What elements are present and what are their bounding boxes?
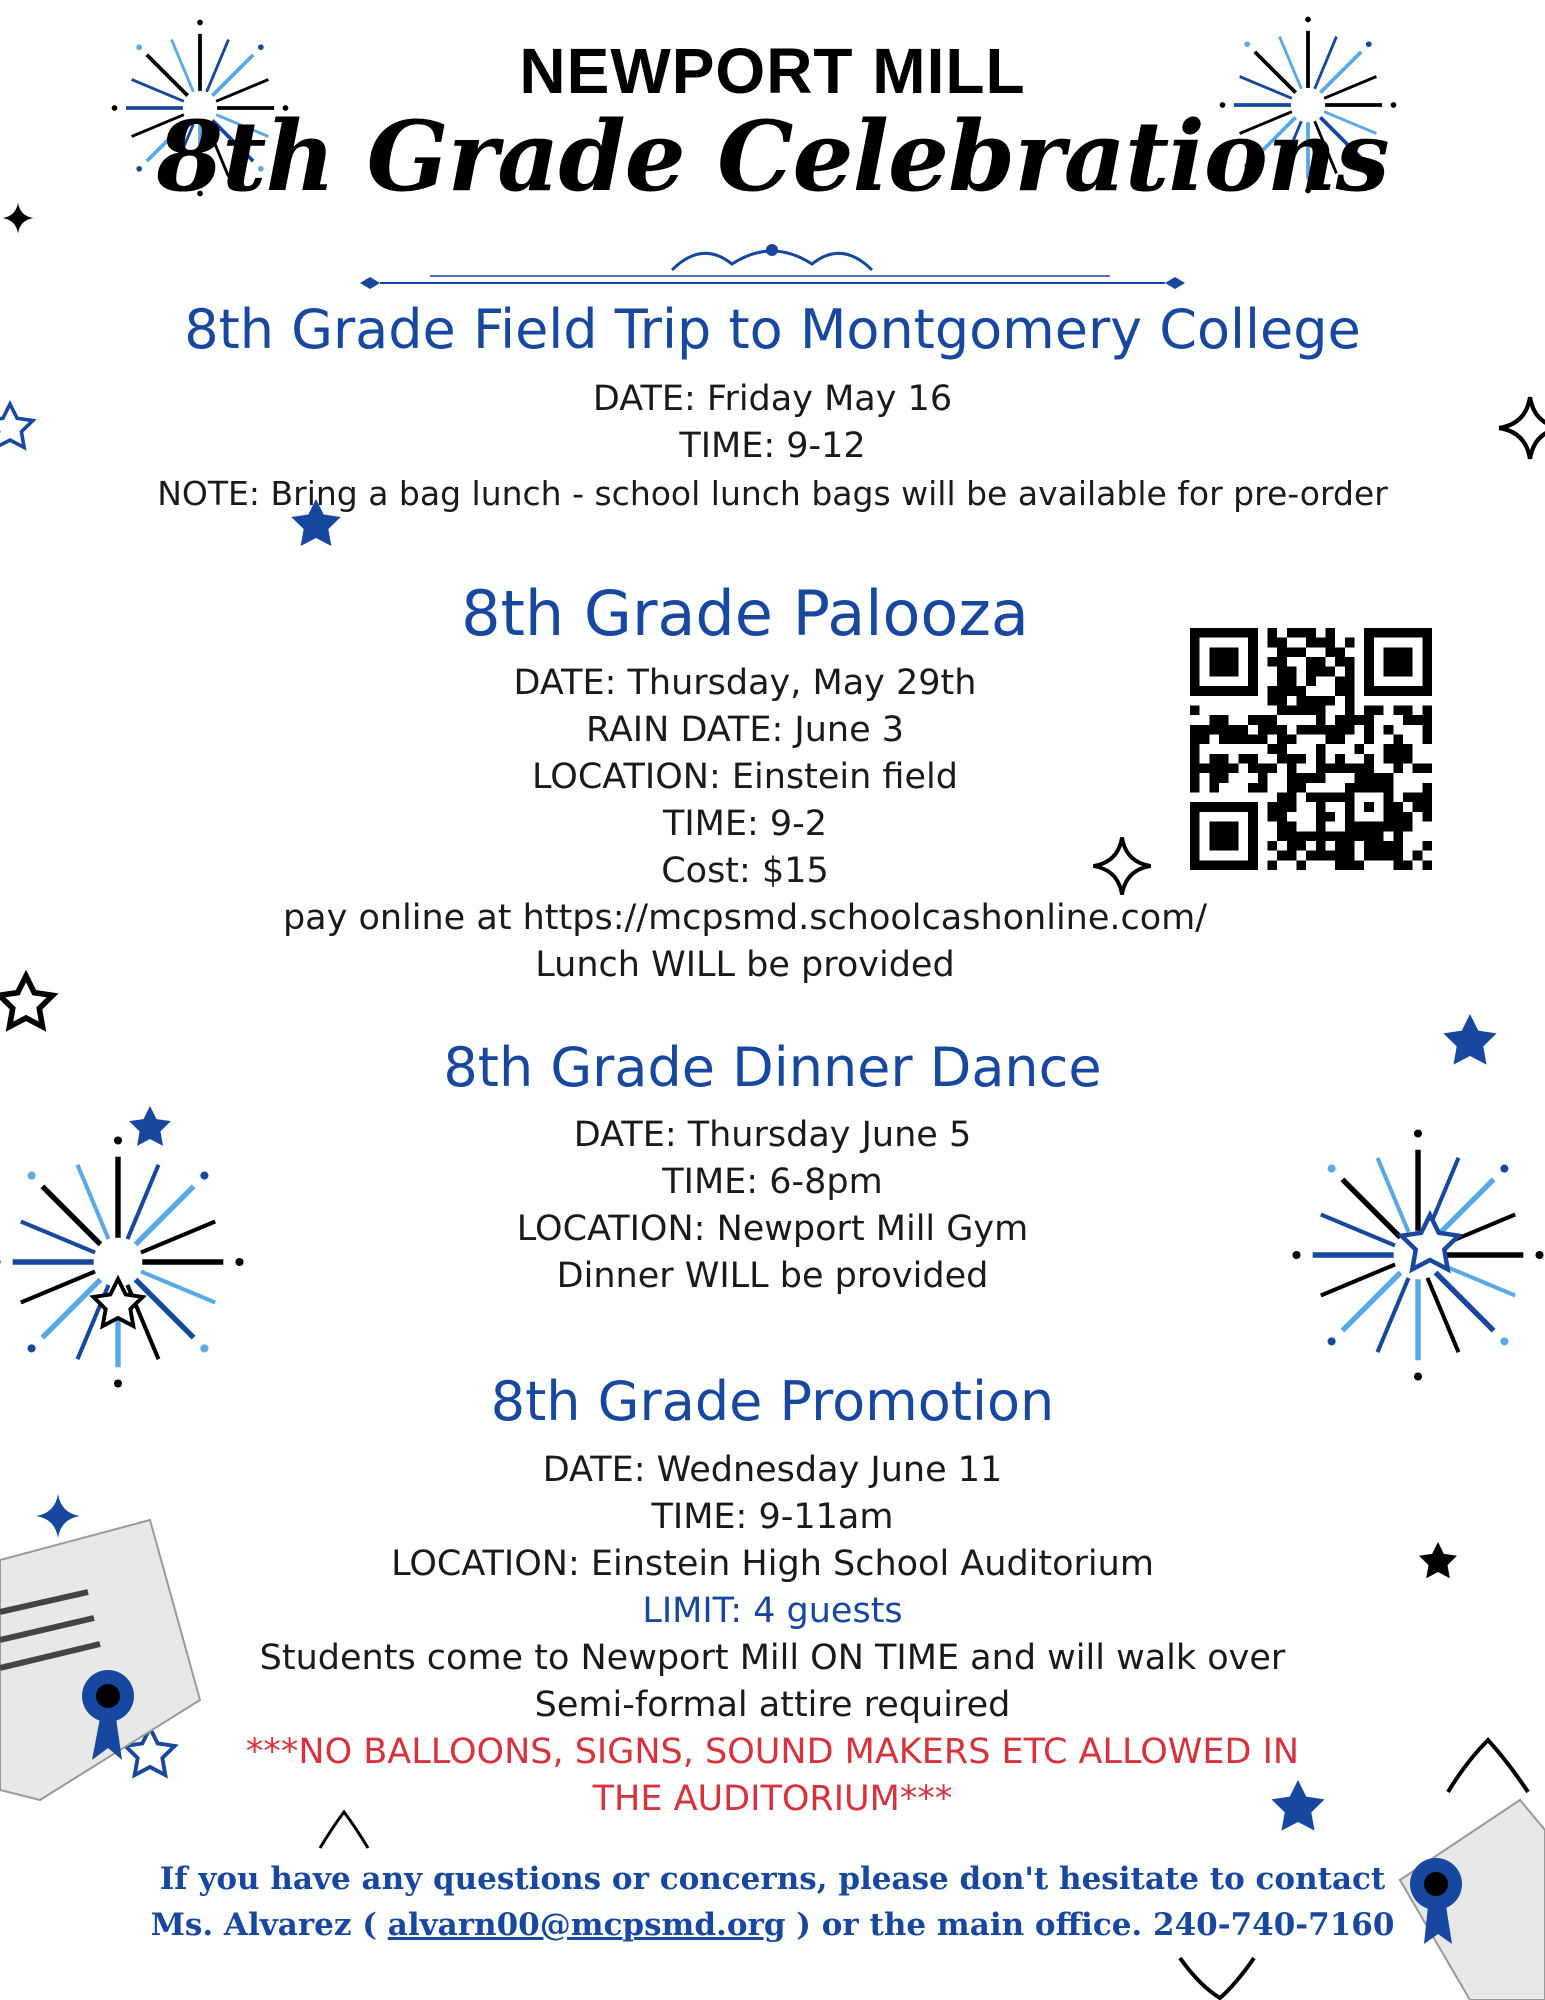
star-icon (0, 976, 53, 1027)
contact-line2 (0, 1902, 1545, 1948)
dinner-dance-dinner: Dinner WILL be provided (556, 1256, 989, 1296)
promotion-location: LOCATION: Einstein High School Auditorium (391, 1544, 1154, 1584)
dinner-dance-title: 8th Grade Dinner Dance (443, 1036, 1102, 1099)
palooza-time: TIME: 9-2 (662, 804, 828, 844)
promotion-warning-line2: THE AUDITORIUM*** (592, 1779, 953, 1819)
contact-suffix: ) or the main office. 240-740-7160 (785, 1907, 1395, 1943)
sparkle-icon (1180, 1958, 1254, 1998)
palooza-location: LOCATION: Einstein field (532, 757, 958, 797)
palooza-date: DATE: Thursday, May 29th (513, 663, 977, 703)
palooza-pay-link[interactable]: pay online at https://mcpsmd.schoolcashonline.com/ (282, 898, 1208, 938)
promotion-date: DATE: Wednesday June 11 (542, 1450, 1003, 1490)
promotion-limit: LIMIT: 4 guests (642, 1591, 903, 1631)
palooza-rain-date: RAIN DATE: June 3 (585, 710, 905, 750)
promotion-title: 8th Grade Promotion (490, 1370, 1055, 1433)
contact-line1: If you have any questions or concerns, please don't hesitate to contact (159, 1861, 1386, 1897)
palooza-title: 8th Grade Palooza (461, 577, 1029, 650)
field-trip-note: NOTE: Bring a bag lunch - school lunch bags will be available for pre-order (157, 474, 1388, 513)
dinner-dance-location: LOCATION: Newport Mill Gym (516, 1209, 1029, 1249)
divider-ornament (360, 244, 1185, 289)
email-link[interactable]: alvarn00@mcpsmd.org (387, 1907, 786, 1943)
contact-prefix: Ms. Alvarez ( (150, 1907, 388, 1943)
field-trip-time: TIME: 9-12 (679, 426, 866, 466)
promotion-time: TIME: 9-11am (651, 1497, 894, 1537)
palooza-cost: Cost: $15 (661, 851, 829, 891)
dinner-dance-time: TIME: 6-8pm (662, 1162, 883, 1202)
page-title: 8th Grade Celebrations (156, 100, 1389, 213)
field-trip-date: DATE: Friday May 16 (592, 379, 953, 419)
field-trip-title: 8th Grade Field Trip to Montgomery College (184, 298, 1361, 361)
palooza-lunch: Lunch WILL be provided (535, 945, 955, 985)
promotion-attire: Semi-formal attire required (534, 1685, 1011, 1725)
school-name: NEWPORT MILL (519, 35, 1026, 107)
dinner-dance-date: DATE: Thursday June 5 (573, 1115, 972, 1155)
promotion-walk: Students come to Newport Mill ON TIME and will walk over (259, 1638, 1286, 1678)
promotion-warning-line1: ***NO BALLOONS, SIGNS, SOUND MAKERS ETC ALLOWED IN (245, 1732, 1300, 1772)
